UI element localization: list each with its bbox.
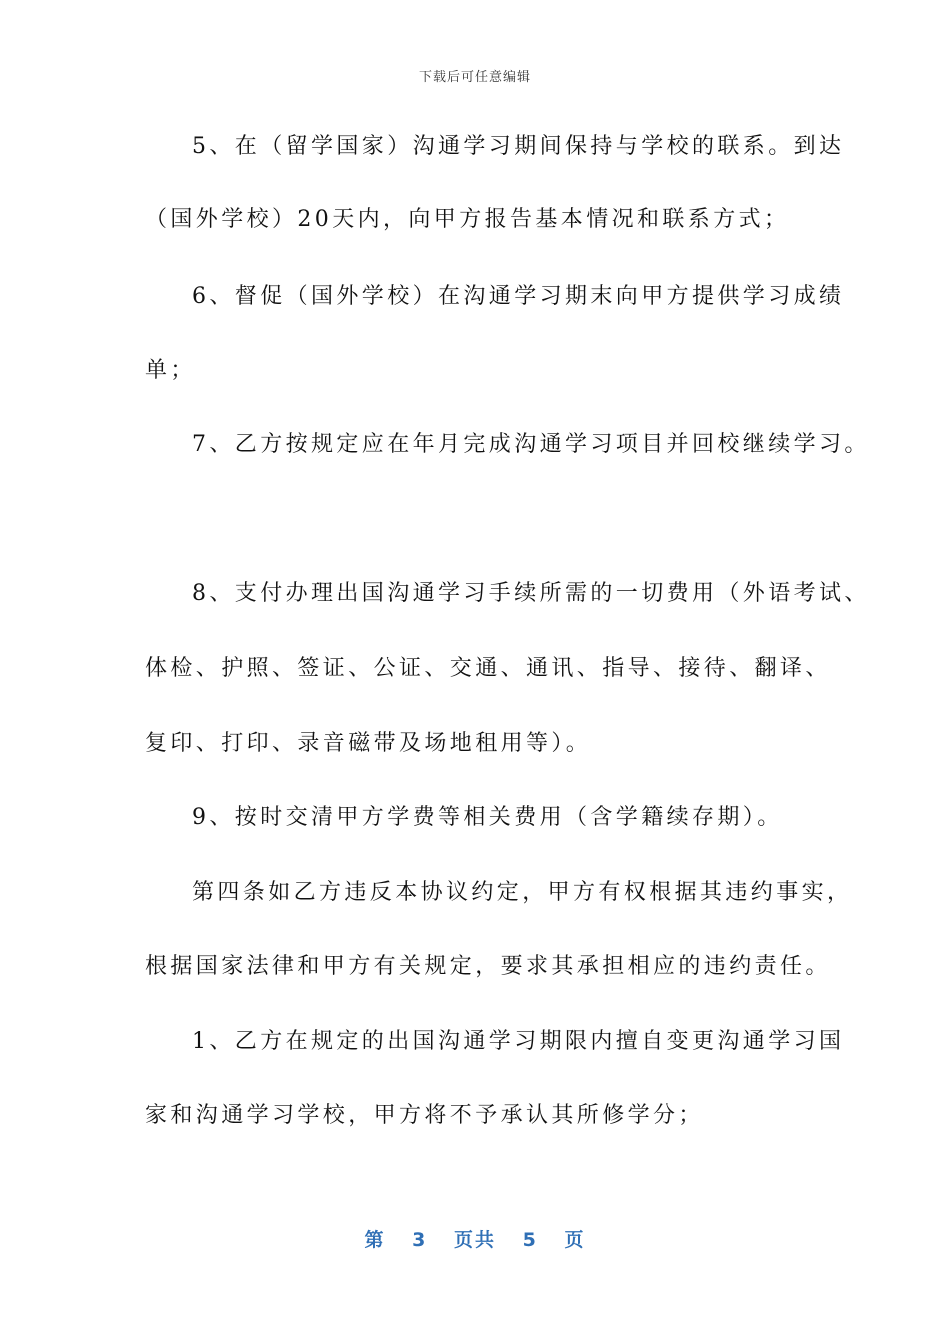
text-line-item8-part2: 体检、护照、签证、公证、交通、通讯、指导、接待、翻译、: [145, 656, 831, 681]
text-line-item6-part2: 单；: [145, 358, 196, 383]
text-line-item7: 7、乙方按规定应在年月完成沟通学习项目并回校继续学习。: [192, 432, 870, 457]
text-line-item5-part2: （国外学校）20天内，向甲方报告基本情况和联系方式；: [145, 207, 790, 232]
text-line-item5-part1: 5、在（留学国家）沟通学习期间保持与学校的联系。到达: [192, 134, 845, 159]
text-line-item6-part1: 6、督促（国外学校）在沟通学习期末向甲方提供学习成绩: [192, 284, 845, 309]
text-line-article4-part2: 根据国家法律和甲方有关规定，要求其承担相应的违约责任。: [145, 954, 831, 979]
text-line-article4-item1-part2: 家和沟通学习学校，甲方将不予承认其所修学分；: [145, 1103, 704, 1128]
text-line-item8-part3: 复印、打印、录音磁带及场地租用等）。: [145, 731, 592, 756]
text-line-item9: 9、按时交清甲方学费等相关费用（含学籍续存期）。: [192, 805, 783, 830]
text-line-article4-part1: 第四条如乙方违反本协议约定，甲方有权根据其违约事实，: [192, 880, 853, 905]
page-number-footer: 第 3 页共 5 页: [364, 1229, 586, 1251]
text-line-article4-item1-part1: 1、乙方在规定的出国沟通学习期限内擅自变更沟通学习国: [192, 1029, 845, 1054]
text-line-item8-part1: 8、支付办理出国沟通学习手续所需的一切费用（外语考试、: [192, 581, 870, 606]
header-note: 下载后可任意编辑: [418, 70, 531, 85]
